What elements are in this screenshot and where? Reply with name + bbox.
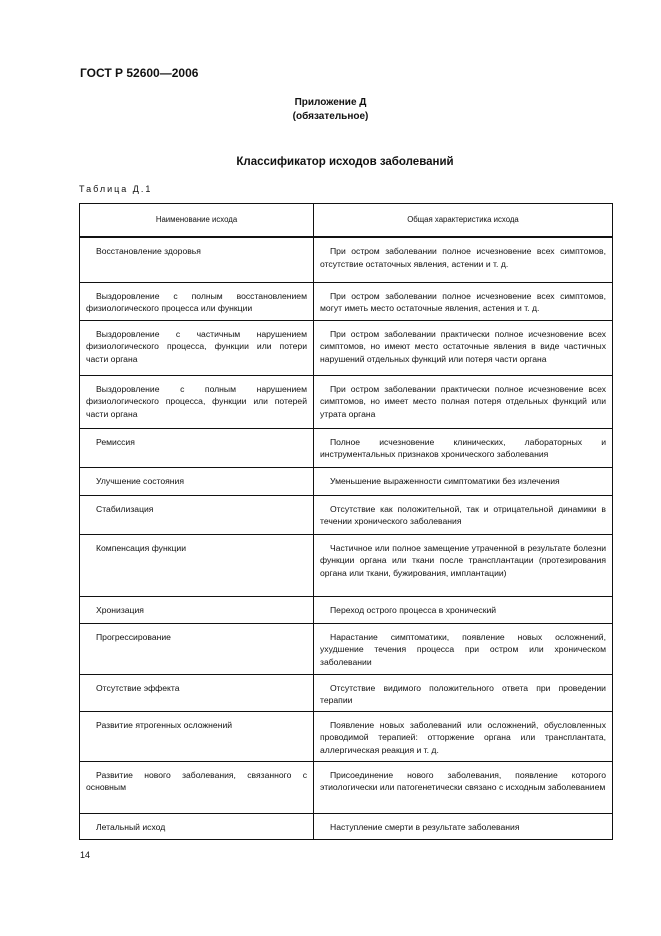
table-row	[80, 467, 613, 495]
table-row	[80, 761, 613, 813]
outcome-description: При остром заболевании полное исчезновение всех симптомов, отсутствие остаточных явления, астении и т. д.	[314, 237, 613, 282]
table-row	[80, 534, 613, 596]
outcome-name: Выздоровление с полным нарушением физиологического процесса, функции или потерей части органа	[80, 375, 314, 428]
outcome-description: Переход острого процесса в хронический	[314, 596, 613, 623]
outcome-name: Прогрессирование	[80, 623, 314, 674]
outcome-description: Отсутствие видимого положительного ответа при проведении терапии	[314, 674, 613, 711]
outcomes-table	[79, 203, 613, 840]
outcome-name: Восстановление здоровья	[80, 237, 314, 282]
outcome-name: Выздоровление с частичным нарушением физиологического процесса, функции или потери части органа	[80, 320, 314, 375]
outcome-description: При остром заболевании полное исчезновение всех симптомов, могут иметь место остаточные явления, астения и т. д.	[314, 282, 613, 320]
table-row	[80, 674, 613, 711]
outcome-description: Полное исчезновение клинических, лабораторных и инструментальных признаков хронического заболевания	[314, 428, 613, 467]
column-header-name: Наименование исхода	[80, 204, 314, 238]
page-title: Классификатор исходов заболеваний	[236, 156, 454, 168]
outcome-description: При остром заболевании практически полное исчезновение всех симптомов, но имеет место полная потеря отдельных функций или утрата органа	[314, 375, 613, 428]
page-number: 14	[80, 850, 91, 860]
outcome-description: Появление новых заболеваний или осложнений, обусловленных проводимой терапией: отторжение органа или трансплантата, аллергическая реакция и т. д.	[314, 711, 613, 761]
outcome-name: Стабилизация	[80, 495, 314, 534]
table-row	[80, 282, 613, 320]
table-row	[80, 813, 613, 839]
table-row	[80, 596, 613, 623]
outcome-name: Летальный исход	[80, 813, 314, 839]
outcome-name: Развитие нового заболевания, связанного с основным	[80, 761, 314, 813]
outcome-name: Улучшение состояния	[80, 467, 314, 495]
table-row	[80, 623, 613, 674]
annex-heading	[0, 96, 661, 124]
table-label: Таблица Д.1	[79, 184, 153, 194]
outcome-name: Ремиссия	[80, 428, 314, 467]
outcome-description: Нарастание симптоматики, появление новых осложнений, ухудшение течения процесса при остром или хроническом заболевании	[314, 623, 613, 674]
table-row	[80, 237, 613, 282]
document-code: ГОСТ Р 52600—2006	[80, 66, 199, 80]
outcome-name: Отсутствие эффекта	[80, 674, 314, 711]
table-row	[80, 495, 613, 534]
outcome-name: Хронизация	[80, 596, 314, 623]
annex-title: Приложение Д	[294, 97, 367, 108]
outcome-description: Уменьшение выраженности симптоматики без излечения	[314, 467, 613, 495]
column-header-description: Общая характеристика исхода	[314, 204, 613, 238]
outcome-name: Выздоровление с полным восстановлением физиологического процесса или функции	[80, 282, 314, 320]
table-header-row	[80, 204, 613, 238]
table-row	[80, 320, 613, 375]
outcome-description: Частичное или полное замещение утраченной в результате болезни функции органа или ткани после трансплантации (протезирования органа или ткани, бужирования, имплантации)	[314, 534, 613, 596]
outcome-description: Наступление смерти в результате заболевания	[314, 813, 613, 839]
table-row	[80, 711, 613, 761]
outcome-description: При остром заболевании практически полное исчезновение всех симптомов, но имеют место остаточные явления в виде частичных нарушений отдельных функций или потеря части органа	[314, 320, 613, 375]
outcome-description: Присоединение нового заболевания, появление которого этиологически или патогенетически связано с исходным заболеванием	[314, 761, 613, 813]
annex-status: (обязательное)	[292, 111, 369, 122]
table-row	[80, 375, 613, 428]
outcome-name: Компенсация функции	[80, 534, 314, 596]
table-row	[80, 428, 613, 467]
outcome-description: Отсутствие как положительной, так и отрицательной динамики в течении хронического заболевания	[314, 495, 613, 534]
outcome-name: Развитие ятрогенных осложнений	[80, 711, 314, 761]
